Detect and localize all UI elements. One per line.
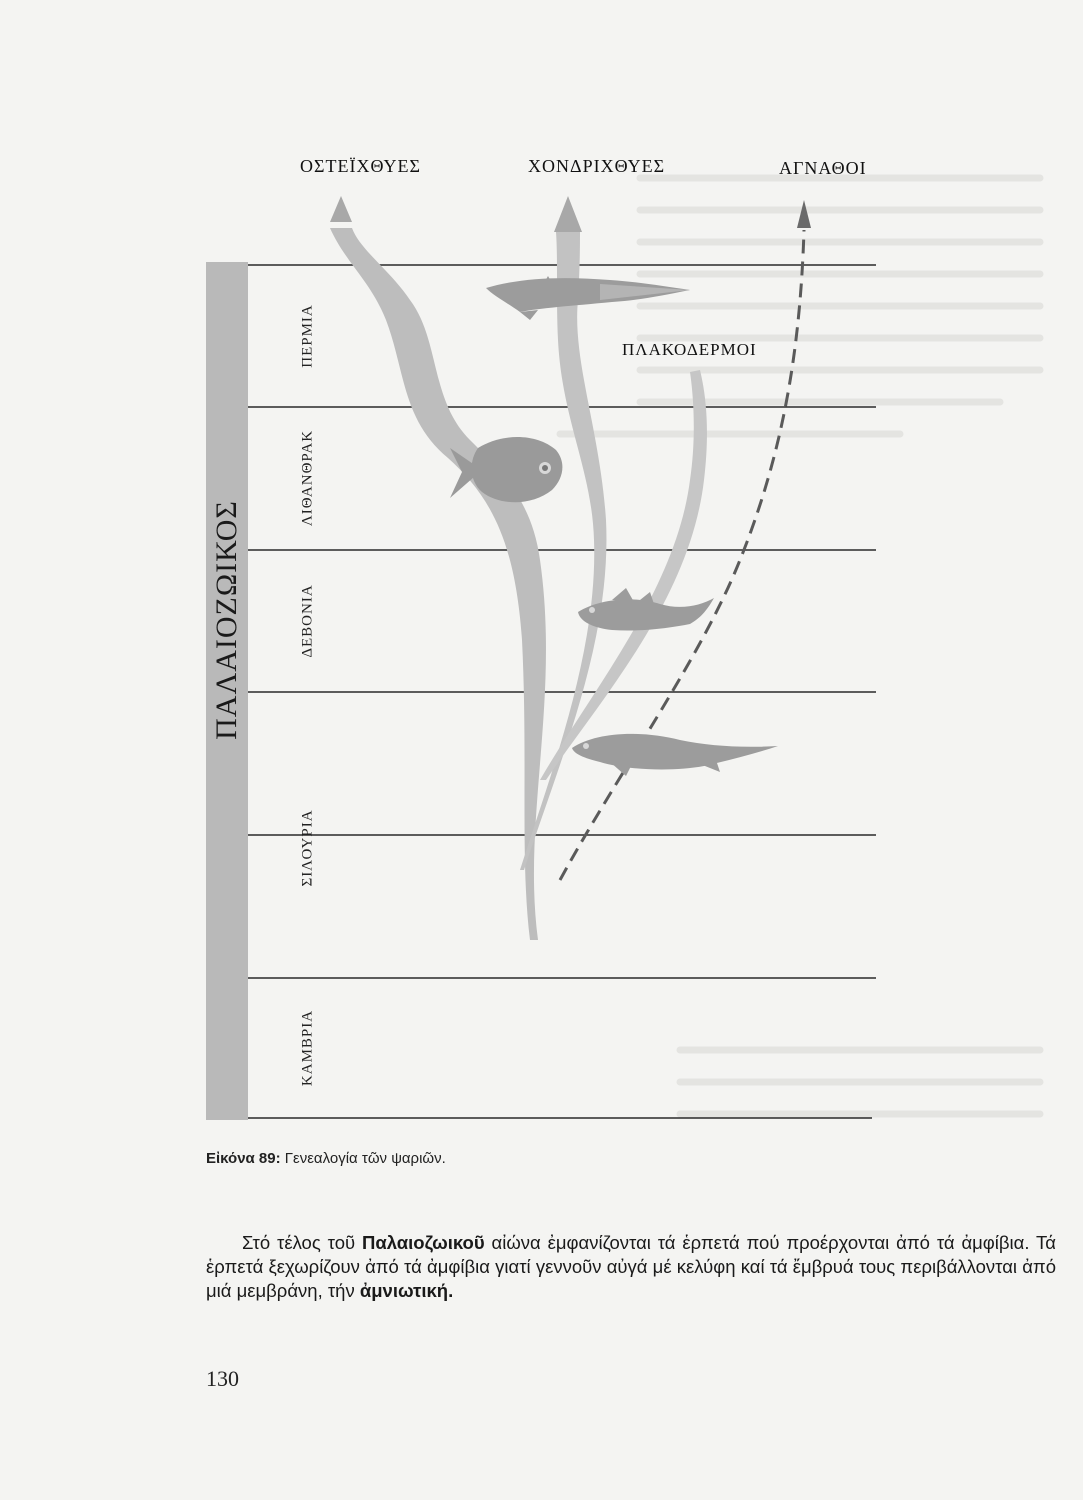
figure-caption <box>206 1150 446 1167</box>
caption-text: Γενεαλογία τῶν ψαριῶν. <box>284 1150 446 1167</box>
group-title-agnatha: ΑΓΝΑΘΟΙ <box>779 158 867 178</box>
period-label-cambrian: ΚΑΜΒΡΙΑ <box>299 1009 316 1087</box>
period-label-permian: ΠΕΡΜΙΑ <box>299 304 316 368</box>
period-label-devonian: ΔΕΒΟΝΙΑ <box>299 584 316 658</box>
permian-shark-silhouette <box>486 276 690 320</box>
body-text-part1: Στό τέλος τοῦ <box>242 1231 362 1253</box>
chondrichthyes-arrowhead <box>554 196 582 232</box>
group-title-osteichthyes: ΟΣΤΕΪΧΘΥΕΣ <box>300 156 422 176</box>
body-bold-paleozoic: Παλαιοζωικοῦ <box>362 1231 485 1253</box>
osteichthyes-arrowhead <box>330 196 352 222</box>
period-label-silurian: ΣΙΛΟΥΡΙΑ <box>299 809 316 887</box>
caption-label: Εἰκόνα 89: <box>206 1150 281 1167</box>
body-text-part2: αἰώνα ἐμφανίζονται τά ἑρπετά πού προέρχονται ἀπό τά ἀμφίβια. Τά ἑρπετά ξεχωρίζουν ἀπό τά ἀμφίβια γιατί γεννοῦν αὐγά μέ κελύφη καί τά ἔμβρυά τους περιβάλλονται ἀπό μιά μεμβράνη, τήν <box>206 1231 1057 1301</box>
body-paragraph <box>206 1231 1056 1303</box>
osteichthyes-lineage <box>330 228 546 940</box>
group-title-chondrichthyes: ΧΟΝΔΡΙΧΘΥΕΣ <box>528 156 666 176</box>
page-number: 130 <box>206 1366 239 1391</box>
silurian-fish-silhouette <box>572 734 778 776</box>
body-bold-amniotic: ἀμνιωτική. <box>359 1279 454 1301</box>
period-label-carboniferous: ΛΙΘΑΝΘΡΑΚ <box>299 429 316 527</box>
group-title-placoderms: ΠΛΑΚΟΔΕΡΜΟΙ <box>622 340 757 359</box>
agnatha-arrowhead <box>797 200 811 228</box>
placoderm-lineage <box>540 370 707 780</box>
era-label: ΠΑΛΑΙΟΖΩΙΚΟΣ <box>210 500 243 740</box>
